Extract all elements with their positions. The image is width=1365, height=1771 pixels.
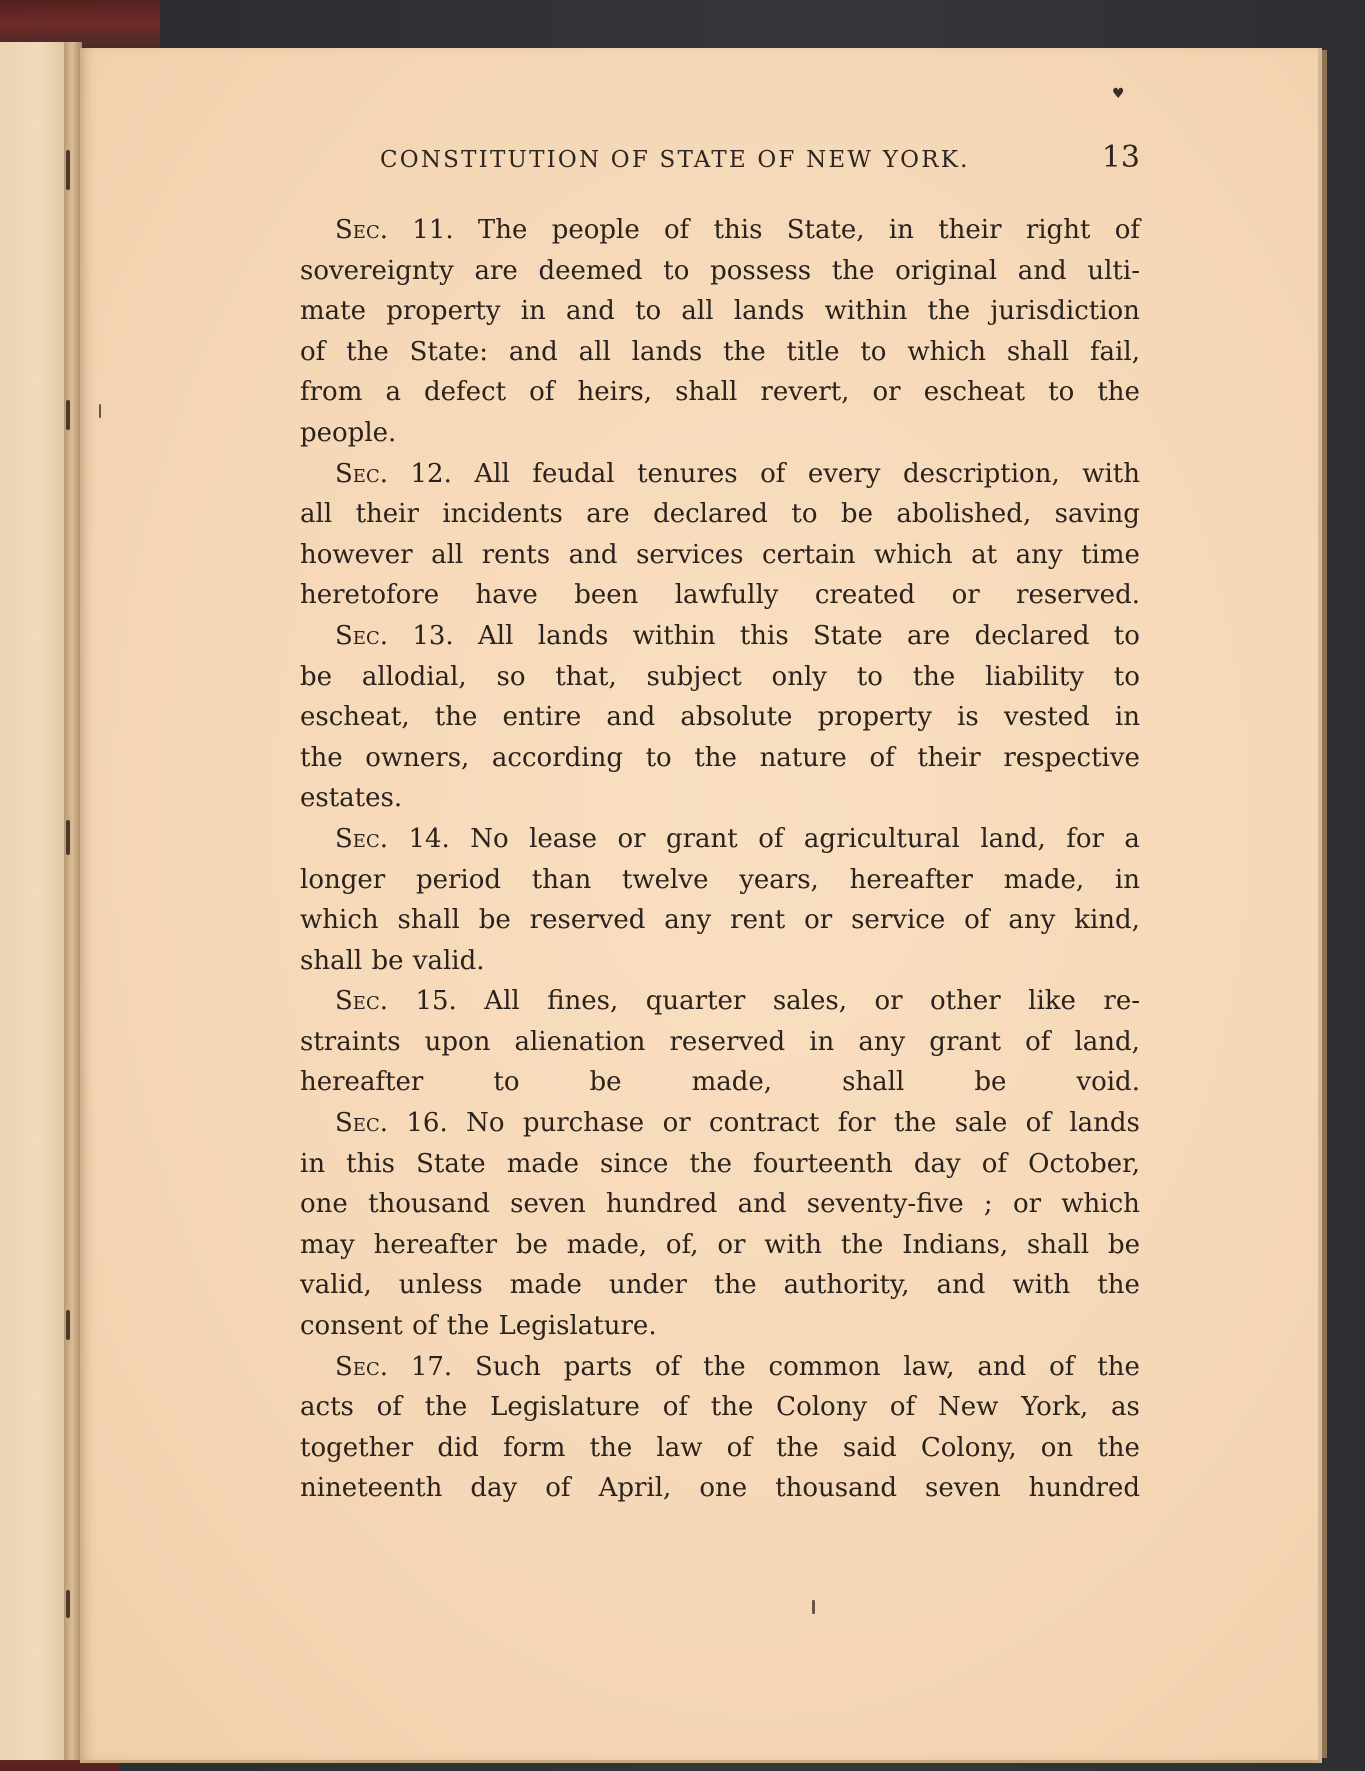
text-line: from a defect of heirs, shall revert, or escheat to the (300, 377, 1140, 408)
text-line: one thousand seven hundred and seventy-five ; or which (300, 1189, 1140, 1220)
left-page-edge (0, 42, 72, 1760)
text-line: which shall be reserved any rent or service of any kind, (300, 905, 1140, 936)
text-line: Sec. 13. All lands within this State are declared to (335, 620, 1140, 651)
text-line: the owners, according to the nature of their respective (300, 742, 1140, 773)
text-line: consent of the Legislature. (300, 1311, 657, 1342)
text-line: in this State made since the fourteenth day of October, (300, 1148, 1140, 1179)
binding-thread (66, 1310, 70, 1340)
binding-thread (66, 150, 70, 190)
text-line: heretofore have been lawfully created or reserved. (300, 580, 1140, 611)
text-line: straints upon alienation reserved in any grant of land, (300, 1026, 1140, 1057)
page-number: 13 (1101, 140, 1140, 175)
text-line: longer period than twelve years, hereafter made, in (300, 864, 1140, 895)
text-line: estates. (300, 783, 403, 814)
text-line: all their incidents are declared to be abolished, saving (300, 499, 1140, 530)
paper-speck (99, 404, 101, 418)
binding-thread (66, 820, 70, 855)
page-edge-shadow (1322, 50, 1327, 1758)
text-line: shall be valid. (300, 945, 485, 976)
text-line: Sec. 11. The people of this State, in their right of (335, 215, 1140, 245)
text-line: valid, unless made under the authority, and with the (300, 1270, 1140, 1301)
text-line: Sec. 12. All feudal tenures of every description, with (335, 458, 1140, 489)
text-line: sovereignty are deemed to possess the original and ulti- (300, 255, 1140, 286)
binding-thread (66, 1590, 70, 1618)
text-line: hereafter to be made, shall be void. (300, 1067, 1140, 1098)
text-line: Sec. 16. No purchase or contract for the sale of lands (335, 1108, 1140, 1139)
text-line: Sec. 15. All fines, quarter sales, or other like re- (335, 986, 1140, 1017)
text-line: be allodial, so that, subject only to the liability to (300, 661, 1140, 692)
text-line: of the State: and all lands the title to which shall fail, (300, 336, 1140, 367)
running-head (380, 140, 1140, 180)
text-line: however all rents and services certain which at any time (300, 539, 1140, 570)
text-line: together did form the law of the said Colony, on the (300, 1432, 1140, 1463)
text-line: Sec. 17. Such parts of the common law, and of the (335, 1351, 1140, 1382)
heart-ornament-icon: ♥ (1112, 86, 1125, 102)
text-line: may hereafter be made, of, or with the Indians, shall be (300, 1229, 1140, 1260)
text-line: mate property in and to all lands within the jurisdiction (300, 296, 1140, 327)
text-line: acts of the Legislature of the Colony of New York, as (300, 1392, 1140, 1423)
paper-speck (812, 1600, 815, 1614)
text-line: Sec. 14. No lease or grant of agricultural land, for a (335, 823, 1140, 854)
text-line: nineteenth day of April, one thousand seven hundred (300, 1473, 1140, 1504)
body-text (300, 210, 1140, 1509)
binding-thread (66, 400, 70, 430)
running-head-title: CONSTITUTION OF STATE OF NEW YORK. (380, 147, 970, 173)
text-line: people. (300, 417, 397, 448)
text-line: escheat, the entire and absolute property is vested in (300, 702, 1140, 733)
